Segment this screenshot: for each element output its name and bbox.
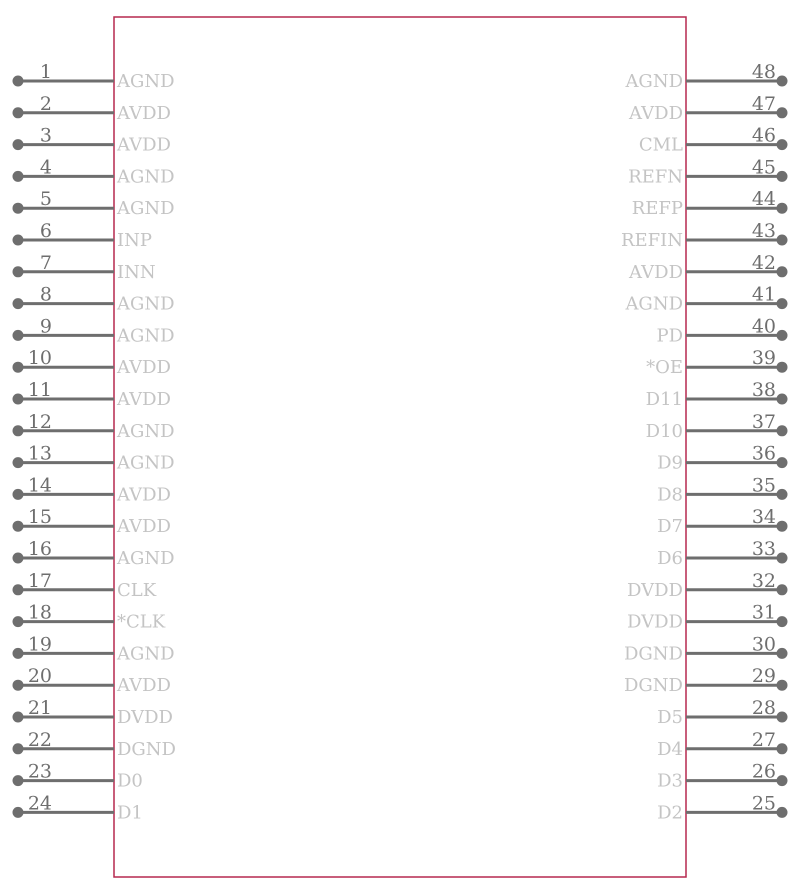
left-pin-group — [13, 61, 177, 823]
pin-name: AVDD — [117, 516, 171, 538]
pin-name: CML — [638, 134, 683, 156]
pin-number: 16 — [27, 538, 52, 560]
pin-endpoint-dot — [13, 394, 24, 405]
pin-name: D5 — [657, 707, 683, 728]
pin-number: 7 — [39, 251, 52, 274]
pin-name: D9 — [657, 452, 683, 474]
pin-name: PD — [656, 325, 683, 347]
pin-number: 13 — [27, 442, 52, 465]
pin-name: D8 — [657, 484, 683, 506]
pin-number: 45 — [751, 156, 776, 179]
pin-number: 6 — [39, 220, 52, 242]
pin-number: 34 — [751, 506, 776, 529]
pin-12 — [13, 411, 175, 442]
pin-19 — [13, 633, 175, 664]
pin-number: 3 — [39, 124, 52, 147]
pin-endpoint-dot — [13, 489, 24, 500]
pin-number: 37 — [751, 410, 776, 433]
pin-5 — [13, 188, 175, 219]
pin-7 — [13, 252, 156, 283]
pin-number: 32 — [751, 569, 776, 592]
pin-name: *CLK — [117, 611, 166, 633]
pin-number: 5 — [39, 188, 52, 211]
pin-3 — [13, 125, 171, 156]
pin-number: 15 — [27, 506, 52, 529]
pin-name: DVDD — [117, 707, 173, 728]
pin-33 — [657, 538, 787, 569]
pin-number: 14 — [27, 474, 52, 497]
pin-name: D4 — [657, 738, 683, 760]
pin-name: DGND — [117, 738, 176, 760]
pin-name: D7 — [657, 516, 683, 538]
pin-endpoint-dot — [777, 712, 788, 723]
pin-34 — [657, 506, 787, 537]
pin-endpoint-dot — [13, 712, 24, 723]
pin-endpoint-dot — [13, 266, 24, 277]
pin-22 — [13, 729, 177, 760]
pin-name: AVDD — [629, 261, 683, 283]
pin-38 — [646, 379, 788, 410]
pin-endpoint-dot — [777, 76, 788, 87]
pin-8 — [13, 284, 175, 315]
pin-number: 48 — [751, 61, 776, 83]
pin-4 — [13, 156, 175, 187]
pin-name: INN — [117, 261, 156, 283]
pin-name: AGND — [625, 71, 683, 92]
pin-41 — [624, 284, 787, 315]
pin-endpoint-dot — [777, 171, 788, 182]
pin-endpoint-dot — [777, 203, 788, 214]
pin-name: DGND — [624, 643, 683, 665]
pin-name: CLK — [117, 579, 157, 601]
pin-number: 18 — [27, 601, 52, 624]
pin-number: 25 — [751, 792, 776, 815]
pin-name: AVDD — [117, 484, 171, 506]
pin-29 — [624, 665, 788, 696]
pin-number: 24 — [27, 792, 52, 815]
pin-17 — [13, 570, 157, 601]
pin-endpoint-dot — [777, 330, 788, 341]
pin-45 — [628, 156, 787, 187]
pin-name: AGND — [117, 166, 175, 188]
pin-name: AGND — [117, 643, 175, 665]
pin-endpoint-dot — [13, 648, 24, 659]
pin-21 — [13, 697, 173, 728]
pin-42 — [628, 252, 787, 283]
pin-endpoint-dot — [777, 298, 788, 309]
pin-46 — [639, 125, 788, 156]
pin-number: 9 — [39, 315, 52, 338]
pin-name: AGND — [117, 452, 175, 474]
pin-endpoint-dot — [777, 235, 788, 246]
pin-name: D3 — [657, 770, 683, 792]
pin-name: AGND — [625, 293, 683, 315]
pin-2 — [13, 93, 171, 124]
pin-endpoint-dot — [777, 521, 788, 532]
pin-endpoint-dot — [13, 298, 24, 309]
pin-endpoint-dot — [13, 330, 24, 341]
pin-number: 44 — [751, 188, 776, 211]
pin-endpoint-dot — [13, 743, 24, 754]
pin-27 — [657, 729, 787, 760]
pin-endpoint-dot — [777, 489, 788, 500]
pin-1 — [13, 61, 175, 92]
pin-number: 46 — [751, 124, 776, 147]
pin-number: 12 — [27, 410, 52, 433]
pin-36 — [657, 443, 787, 474]
pin-number: 47 — [751, 92, 776, 115]
pin-number: 26 — [751, 760, 776, 783]
pin-number: 33 — [751, 538, 776, 560]
pin-name: D10 — [645, 420, 683, 442]
pin-name: INP — [117, 230, 152, 251]
pin-name: AGND — [117, 293, 175, 315]
pin-number: 20 — [27, 665, 52, 688]
pin-6 — [13, 220, 152, 251]
pin-14 — [13, 474, 171, 505]
pin-name: AGND — [117, 198, 175, 220]
right-pin-group — [621, 61, 788, 823]
pin-endpoint-dot — [777, 807, 788, 818]
pin-name: AVDD — [117, 675, 171, 697]
pin-16 — [13, 538, 175, 569]
pin-endpoint-dot — [13, 584, 24, 595]
pin-23 — [13, 761, 143, 792]
pin-name: AGND — [117, 420, 175, 442]
pin-number: 38 — [751, 379, 776, 401]
pin-endpoint-dot — [777, 394, 788, 405]
pin-name: AVDD — [629, 102, 683, 124]
pin-24 — [13, 792, 143, 823]
pin-name: REFIN — [620, 230, 683, 251]
pin-endpoint-dot — [777, 362, 788, 373]
pin-44 — [632, 188, 788, 219]
pin-endpoint-dot — [777, 457, 788, 468]
pin-endpoint-dot — [13, 139, 24, 150]
pin-32 — [627, 570, 787, 601]
pin-endpoint-dot — [13, 235, 24, 246]
pin-name: AGND — [117, 71, 175, 92]
pin-number: 39 — [751, 347, 776, 370]
pin-endpoint-dot — [13, 553, 24, 564]
component-body — [114, 17, 686, 877]
pin-endpoint-dot — [13, 775, 24, 786]
pin-endpoint-dot — [777, 680, 788, 691]
pin-name: AVDD — [117, 134, 171, 156]
pin-18 — [13, 602, 166, 633]
pin-26 — [657, 761, 787, 792]
pin-40 — [656, 315, 787, 346]
pin-endpoint-dot — [13, 203, 24, 214]
pin-number: 4 — [39, 156, 52, 179]
pin-name: D2 — [657, 802, 683, 824]
pin-number: 28 — [751, 697, 776, 719]
pin-name: AVDD — [117, 357, 171, 379]
pin-number: 36 — [751, 442, 776, 465]
pin-name: DVDD — [627, 611, 683, 633]
pin-number: 42 — [751, 251, 776, 274]
pin-39 — [646, 347, 787, 378]
pin-number: 27 — [751, 728, 776, 751]
pin-30 — [624, 633, 788, 664]
pin-43 — [621, 220, 788, 251]
pin-number: 10 — [27, 347, 52, 370]
pin-name: AGND — [117, 325, 175, 347]
pin-endpoint-dot — [13, 457, 24, 468]
pin-31 — [627, 602, 787, 633]
pin-name: D0 — [117, 770, 143, 792]
pin-48 — [624, 61, 787, 92]
pin-endpoint-dot — [777, 743, 788, 754]
pin-number: 41 — [751, 283, 776, 306]
pin-37 — [646, 411, 788, 442]
pin-endpoint-dot — [777, 648, 788, 659]
pin-28 — [657, 697, 787, 728]
pin-name: AVDD — [117, 102, 171, 124]
pin-endpoint-dot — [13, 171, 24, 182]
pin-number: 8 — [39, 283, 52, 306]
pin-endpoint-dot — [777, 425, 788, 436]
pin-number: 21 — [27, 697, 52, 719]
pin-endpoint-dot — [777, 107, 788, 118]
pin-name: D11 — [645, 389, 683, 410]
pin-endpoint-dot — [777, 139, 788, 150]
pin-endpoint-dot — [777, 266, 788, 277]
pin-endpoint-dot — [13, 76, 24, 87]
pin-name: REFP — [631, 198, 683, 220]
pin-number: 40 — [751, 315, 776, 338]
pin-number: 19 — [27, 633, 52, 656]
pin-15 — [13, 506, 171, 537]
pin-number: 23 — [27, 760, 52, 783]
pin-11 — [13, 379, 171, 410]
pin-9 — [13, 315, 175, 346]
pin-endpoint-dot — [777, 553, 788, 564]
pin-number: 17 — [27, 569, 52, 592]
pin-endpoint-dot — [13, 680, 24, 691]
pin-number: 35 — [751, 474, 776, 497]
pin-name: DVDD — [627, 579, 683, 601]
pin-endpoint-dot — [777, 584, 788, 595]
pin-number: 1 — [39, 61, 52, 83]
pin-number: 22 — [27, 728, 52, 751]
pin-endpoint-dot — [13, 425, 24, 436]
pin-endpoint-dot — [777, 775, 788, 786]
pin-endpoint-dot — [13, 521, 24, 532]
pin-number: 2 — [39, 92, 52, 115]
pin-47 — [628, 93, 787, 124]
pin-endpoint-dot — [13, 107, 24, 118]
pin-number: 29 — [751, 665, 776, 688]
pin-name: D6 — [657, 548, 683, 569]
pin-10 — [13, 347, 171, 378]
pin-name: REFN — [628, 166, 683, 188]
pin-name: AGND — [117, 548, 175, 569]
pin-name: DGND — [624, 675, 683, 697]
pin-number: 43 — [751, 220, 776, 242]
pin-endpoint-dot — [13, 807, 24, 818]
pin-20 — [13, 665, 171, 696]
pin-13 — [13, 443, 175, 474]
pin-endpoint-dot — [777, 616, 788, 627]
pin-number: 11 — [27, 379, 52, 401]
pin-name: D1 — [117, 802, 143, 824]
pin-25 — [657, 792, 787, 823]
pin-name: *OE — [646, 357, 683, 379]
pin-endpoint-dot — [13, 362, 24, 373]
pin-endpoint-dot — [13, 616, 24, 627]
pin-number: 31 — [751, 601, 776, 624]
pin-number: 30 — [751, 633, 776, 656]
pin-35 — [657, 474, 787, 505]
pin-name: AVDD — [117, 389, 171, 410]
